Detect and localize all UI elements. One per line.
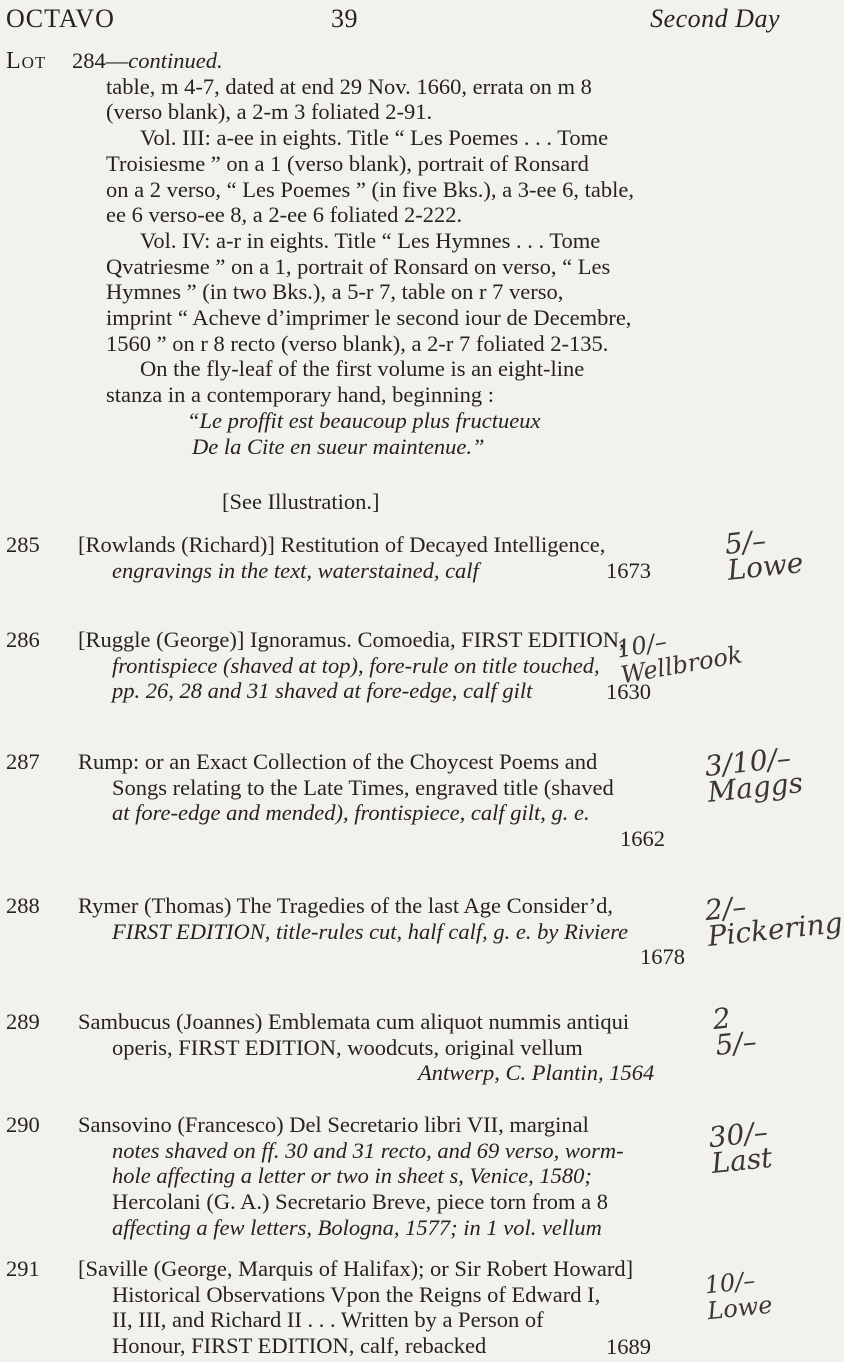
lot-line: II, III, and Richard II . . . Written by a Person of bbox=[112, 1307, 544, 1333]
lot-number: 285 bbox=[6, 532, 40, 557]
lot-date: 1662 bbox=[620, 826, 665, 852]
lot-284-continued: continued. bbox=[128, 48, 223, 73]
lot-284-line: table, m 4-7, dated at end 29 Nov. 1660, errata on m 8 bbox=[106, 73, 592, 99]
lot-number: 291 bbox=[6, 1256, 40, 1281]
lot-description bbox=[78, 1112, 698, 1241]
lot-description bbox=[78, 893, 698, 970]
lot-line: engravings in the text, waterstained, calf bbox=[112, 557, 479, 583]
lot-284-line: On the fly-leaf of the first volume is an eight-line bbox=[140, 356, 585, 382]
lot-number: 289 bbox=[6, 1009, 40, 1034]
lot-284-line: on a 2 verso, “ Les Poemes ” (in five Bks.), a 3-ee 6, table, bbox=[106, 176, 634, 202]
lot-date: 1630 bbox=[606, 679, 651, 704]
lot-line: affecting a few letters, Bologna, 1577; in 1 vol. vellum bbox=[112, 1214, 602, 1240]
lot-284-number: 284— bbox=[72, 48, 129, 73]
price-annotation: 3/10/– Maggs bbox=[703, 741, 805, 809]
lot-line: Sansovino (Francesco) Del Secretario libri VII, marginal bbox=[78, 1112, 589, 1137]
price-annotation: 5/– Lowe bbox=[723, 523, 805, 587]
stanza-quote-line: “Le proffit est beaucoup plus fructueux bbox=[187, 407, 541, 433]
lot-line: notes shaved on ff. 30 and 31 recto, and 69 verso, worm- bbox=[112, 1137, 624, 1163]
lot-description bbox=[78, 1256, 698, 1359]
lot-284-line: Hymnes ” (in two Bks.), a 5-r 7, table on r 7 verso, bbox=[106, 279, 564, 305]
price-annotation: 10/– Lowe bbox=[703, 1266, 774, 1325]
lot-284 bbox=[72, 48, 712, 515]
page-number: 39 bbox=[331, 4, 358, 33]
header-section: OCTAVO bbox=[6, 4, 115, 33]
lot-description bbox=[78, 627, 698, 704]
stanza-quote-line: De la Cite en sueur maintenue.” bbox=[192, 433, 485, 459]
lot-line: at fore-edge and mended), frontispiece, calf gilt, g. e. bbox=[112, 800, 590, 826]
price-annotation: 10/– Wellbrook bbox=[614, 627, 745, 689]
lot-number: 290 bbox=[6, 1112, 40, 1137]
lot-line: Hercolani (G. A.) Secretario Breve, piece torn from a 8 bbox=[112, 1189, 609, 1215]
lot-number: 287 bbox=[6, 749, 40, 774]
lot-line: Songs relating to the Late Times, engraved title (shaved bbox=[112, 774, 614, 800]
price-annotation: 2 5/– bbox=[711, 1001, 759, 1062]
lot-284-heading bbox=[72, 48, 712, 74]
see-illustration: [See Illustration.] bbox=[222, 489, 380, 515]
lot-284-line: Vol. III: a-ee in eights. Title “ Les Poemes . . . Tome bbox=[140, 125, 609, 151]
lot-line: [Ruggle (George)] Ignoramus. Comoedia, FIRST EDITION, bbox=[78, 627, 625, 652]
lot-number: 288 bbox=[6, 893, 40, 918]
lot-line: [Rowlands (Richard)] Restitution of Decayed Intelligence, bbox=[78, 532, 606, 557]
lot-line: Antwerp, C. Plantin, 1564 bbox=[418, 1060, 655, 1086]
lot-line: FIRST EDITION, title-rules cut, half calf, g. e. by Riviere bbox=[112, 918, 629, 944]
lot-284-line: ee 6 verso-ee 8, a 2-ee 6 foliated 2-222. bbox=[106, 202, 463, 228]
lot-line: Honour, FIRST EDITION, calf, rebacked bbox=[112, 1333, 487, 1359]
lot-description bbox=[78, 532, 698, 583]
lot-date: 1678 bbox=[640, 944, 685, 970]
lot-284-line: 1560 ” on r 8 recto (verso blank), a 2-r 7 foliated 2-135. bbox=[106, 330, 609, 356]
lot-line: Sambucus (Joannes) Emblemata cum aliquot nummis antiqui bbox=[78, 1009, 630, 1034]
lot-line: operis, FIRST EDITION, woodcuts, original vellum bbox=[112, 1034, 583, 1060]
lot-line: Historical Observations Vpon the Reigns of Edward I, bbox=[112, 1281, 601, 1307]
lot-line: Rymer (Thomas) The Tragedies of the last Age Consider’d, bbox=[78, 893, 614, 918]
lot-284-line: Troisiesme ” on a 1 (verso blank), portrait of Ronsard bbox=[106, 150, 589, 176]
lot-description bbox=[78, 1009, 698, 1086]
running-header bbox=[6, 4, 780, 40]
price-annotation: 2/– Pickering bbox=[703, 889, 844, 953]
lot-284-body bbox=[72, 74, 712, 408]
price-annotation: 30/– Last bbox=[707, 1115, 774, 1180]
lot-284-line: (verso blank), a 2-m 3 foliated 2-91. bbox=[106, 99, 433, 125]
lot-284-line: stanza in a contemporary hand, beginning : bbox=[106, 382, 495, 408]
lot-284-line: imprint “ Acheve d’imprimer le second iour de Decembre, bbox=[106, 305, 632, 331]
lot-line: pp. 26, 28 and 31 shaved at fore-edge, calf gilt bbox=[112, 678, 533, 704]
lot-line: Rump: or an Exact Collection of the Choycest Poems and bbox=[78, 749, 598, 774]
lot-line: hole affecting a letter or two in sheet s, Venice, 1580; bbox=[112, 1163, 592, 1189]
lot-label: Lot bbox=[6, 48, 47, 74]
lot-description bbox=[78, 749, 698, 852]
lot-date: 1689 bbox=[606, 1334, 651, 1359]
lot-line: frontispiece (shaved at top), fore-rule on title touched, bbox=[112, 652, 600, 678]
lot-number: 286 bbox=[6, 627, 40, 652]
lot-284-line: Vol. IV: a-r in eights. Title “ Les Hymnes . . . Tome bbox=[140, 227, 601, 253]
lot-date: 1673 bbox=[606, 558, 651, 583]
lot-line: [Saville (George, Marquis of Halifax); or Sir Robert Howard] bbox=[78, 1256, 634, 1281]
header-day: Second Day bbox=[650, 4, 780, 33]
lot-284-line: Qvatriesme ” on a 1, portrait of Ronsard on verso, “ Les bbox=[106, 253, 611, 279]
